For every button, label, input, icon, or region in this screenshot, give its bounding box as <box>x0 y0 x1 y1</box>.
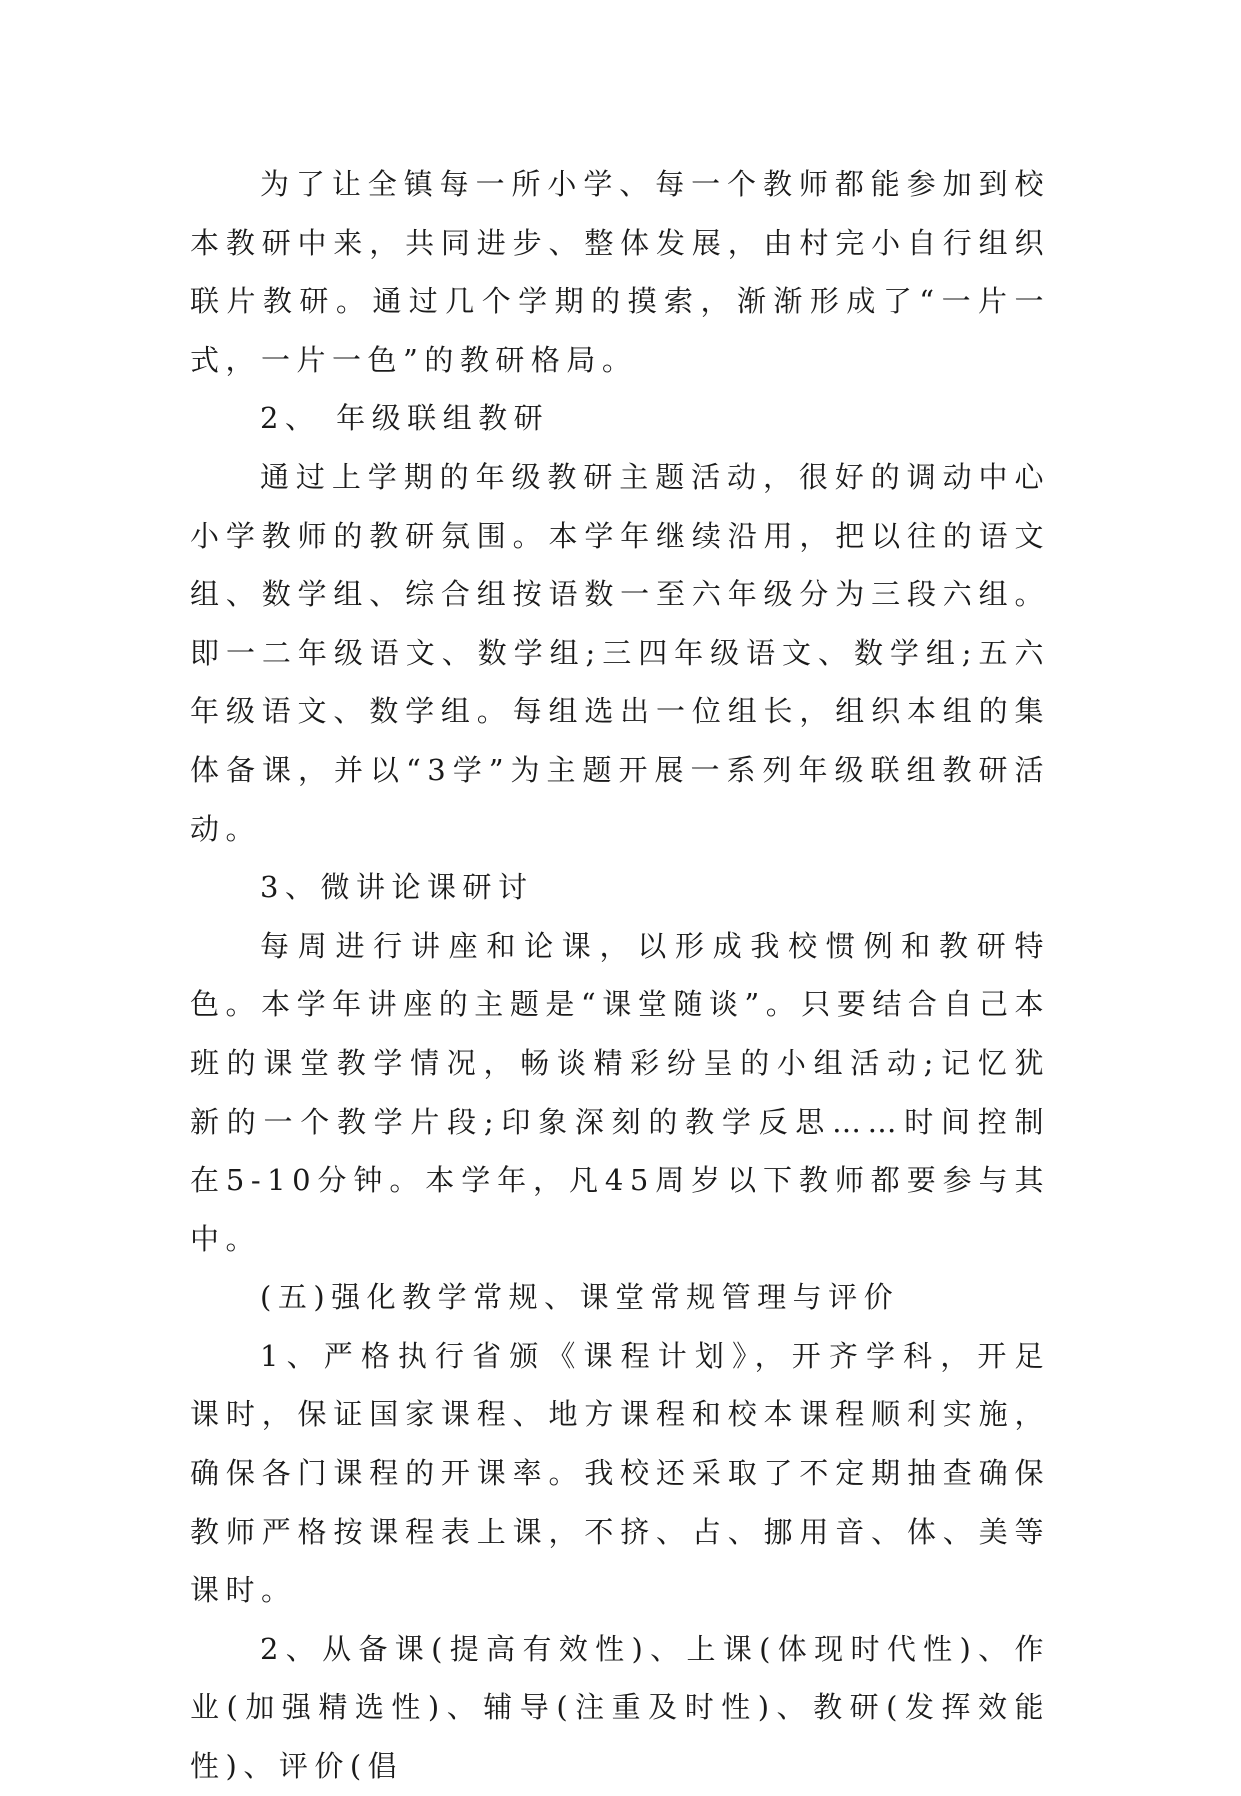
heading-nianji-lianzu: 2、 年级联组教研 <box>260 401 550 436</box>
paragraph-beike-shangke: 2、从备课(提高有效性)、上课(体现时代性)、作业(加强精选性)、辅导(注重及时性)、教研(发挥效能性)、评价(倡 <box>190 1631 1050 1784</box>
paragraph-nianji-lianzu: 通过上学期的年级教研主题活动，很好的调动中心小学教师的教研氛围。本学年继续沿用，把以往的语文组、数学组、综合组按语数一至六年级分为三段六组。即一二年级语文、数学组;三四年级语文、数学组;五六年级语文、数学组。每组选出一位组长，组织本组的集体备课，并以“3学”为主题开展一系列年级联组教研活动。 <box>190 459 1050 846</box>
heading-weijiang-lunke: 3、微讲论课研讨 <box>260 870 534 905</box>
paragraph-weijiang-lunke: 每周进行讲座和论课，以形成我校惯例和教研特色。本学年讲座的主题是“课堂随谈”。只要结合自己本班的课堂教学情况，畅谈精彩纷呈的小组活动;记忆犹新的一个教学片段;印象深刻的教学反思……时间控制在5-10分钟。本学年，凡45周岁以下教师都要参与其中。 <box>190 928 1050 1256</box>
document-body <box>190 155 1050 1796</box>
paragraph-kecheng-jihua: 1、严格执行省颁《课程计划》，开齐学科，开足课时，保证国家课程、地方课程和校本课程顺利实施，确保各门课程的开课率。我校还采取了不定期抽查确保教师严格按课程表上课，不挤、占、挪用音、体、美等课时。 <box>190 1338 1050 1608</box>
paragraph-liandian-jiaoyan: 为了让全镇每一所小学、每一个教师都能参加到校本教研中来，共同进步、整体发展，由村完小自行组织联片教研。通过几个学期的摸索，渐渐形成了“一片一式，一片一色”的教研格局。 <box>190 167 1050 377</box>
heading-section-five: (五)强化教学常规、课堂常规管理与评价 <box>260 1280 900 1315</box>
